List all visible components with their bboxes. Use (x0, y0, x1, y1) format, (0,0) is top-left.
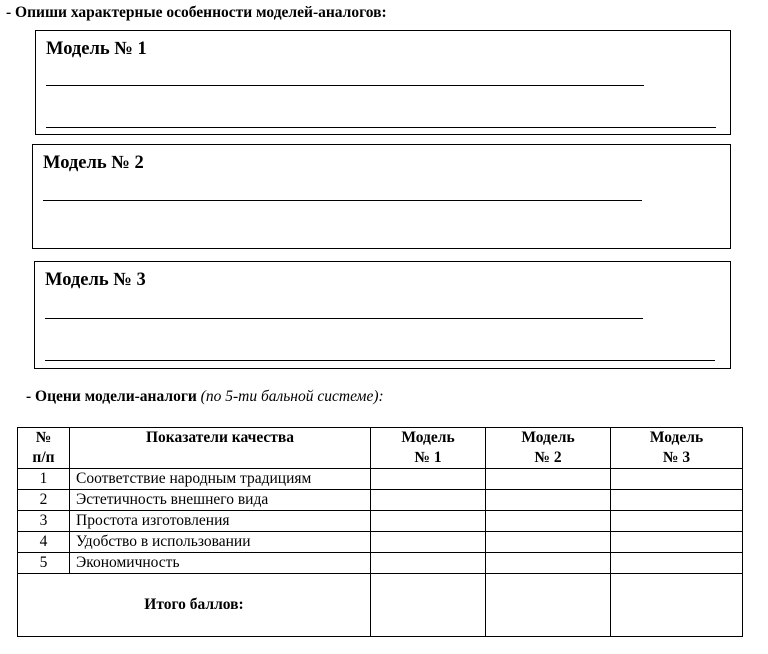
row-number: 4 (18, 532, 70, 553)
model-3-title: Модель № 3 (45, 270, 146, 290)
table-row (18, 511, 743, 532)
table-header-row (18, 428, 743, 469)
score-cell-model-3[interactable] (611, 553, 743, 574)
model-2-title: Модель № 2 (43, 153, 144, 173)
row-number: 5 (18, 553, 70, 574)
total-row (18, 574, 743, 637)
total-cell-model-3[interactable] (611, 574, 743, 637)
header-number: № п/п (18, 428, 70, 469)
score-cell-model-2[interactable] (486, 490, 611, 511)
score-cell-model-3[interactable] (611, 532, 743, 553)
model-3-answer-line-1[interactable] (45, 318, 643, 319)
total-cell-model-2[interactable] (486, 574, 611, 637)
model-1-answer-line-2[interactable] (46, 127, 716, 128)
score-cell-model-2[interactable] (486, 469, 611, 490)
model-1-answer-line-1[interactable] (46, 85, 644, 86)
rating-table (17, 427, 743, 637)
rate-heading (26, 388, 384, 406)
model-1-title: Модель № 1 (46, 39, 147, 59)
row-number: 2 (18, 490, 70, 511)
row-indicator: Экономичность (70, 553, 371, 574)
score-cell-model-1[interactable] (371, 553, 486, 574)
row-indicator: Простота изготовления (70, 511, 371, 532)
header-model-3: Модель № 3 (611, 428, 743, 469)
row-indicator: Эстетичность внешнего вида (70, 490, 371, 511)
row-number: 1 (18, 469, 70, 490)
model-2-box (32, 144, 731, 249)
row-indicator: Соответствие народным традициям (70, 469, 371, 490)
header-indicator: Показатели качества (70, 428, 371, 469)
score-cell-model-2[interactable] (486, 553, 611, 574)
score-cell-model-1[interactable] (371, 532, 486, 553)
table-row (18, 469, 743, 490)
row-indicator: Удобство в использовании (70, 532, 371, 553)
table-row (18, 490, 743, 511)
score-cell-model-1[interactable] (371, 469, 486, 490)
header-model-2: Модель № 2 (486, 428, 611, 469)
model-1-box (35, 30, 731, 135)
score-cell-model-1[interactable] (371, 511, 486, 532)
total-cell-model-1[interactable] (371, 574, 486, 637)
model-3-answer-line-2[interactable] (45, 360, 715, 361)
row-number: 3 (18, 511, 70, 532)
score-cell-model-2[interactable] (486, 532, 611, 553)
table-row (18, 553, 743, 574)
total-label: Итого баллов: (18, 574, 371, 637)
score-cell-model-3[interactable] (611, 490, 743, 511)
score-cell-model-3[interactable] (611, 469, 743, 490)
score-cell-model-2[interactable] (486, 511, 611, 532)
header-model-1: Модель № 1 (371, 428, 486, 469)
score-cell-model-3[interactable] (611, 511, 743, 532)
describe-heading: - Опиши характерные особенности моделей-аналогов: (6, 4, 387, 21)
model-2-answer-line-1[interactable] (43, 200, 642, 201)
score-cell-model-1[interactable] (371, 490, 486, 511)
rate-heading-main: - Оцени модели-аналоги (26, 388, 197, 405)
rate-heading-note: (по 5-ти бальной системе): (200, 388, 384, 405)
table-row (18, 532, 743, 553)
model-3-box (34, 261, 731, 369)
